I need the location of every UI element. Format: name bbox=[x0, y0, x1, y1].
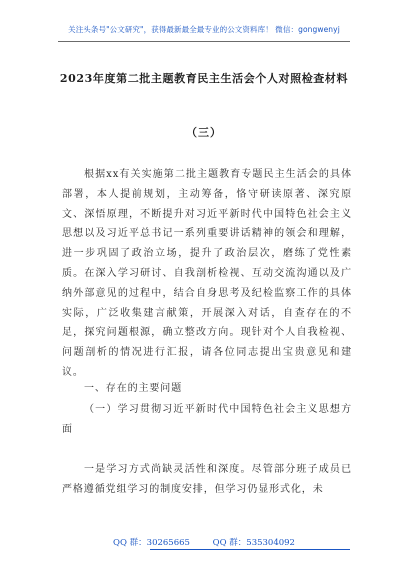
header-divider bbox=[58, 41, 350, 42]
document-title: 2023年度第二批主题教育民主生活会个人对照检查材料 bbox=[59, 72, 349, 85]
document-subtitle: （三） bbox=[186, 126, 222, 139]
footer-qq-group-2: QQ 群：535304092 bbox=[212, 538, 295, 548]
body-paragraph-point-1: 一是学习方式尚缺灵活性和深度。尽管部分班子成员已严格遵循党组学习的制度安排，但学习仍显形式化，未 bbox=[62, 464, 352, 495]
footer-underline bbox=[150, 549, 350, 550]
body-paragraph-intro: 根据xx有关实施第二批主题教育专题民主生活会的具体部署，本人提前规划，主动筹备，恪守研读原著、深究原文、深悟原理，不断提升对习近平新时代中国特色社会主义思想以及习近平总书记一系列重要讲话精神的领会和理解，进一步巩固了政治立场，提升了政治层次，磨练了党性素质。在深入学习研讨、自我剖析检视、互动交流沟通以及广纳外部意见的过程中，结合自身思考及纪检监察工作的具体实际，广泛收集建言献策，开展深入对话，自查存在的不足，探究问题根源，确立整改方向。现针对个人自我检视、问题剖析的情况进行汇报，请各位同志提出宝贵意见和建议。 bbox=[62, 169, 352, 378]
header-banner: 关注头条号"公文研究"，获得最新最全最专业的公文资料库！ 微信：gongwenyj bbox=[68, 25, 340, 34]
footer-contact bbox=[0, 536, 408, 548]
subsection-heading: （一）学习贯彻习近平新时代中国特色社会主义思想方面 bbox=[62, 404, 352, 435]
section-heading: 一、存在的主要问题 bbox=[84, 383, 183, 394]
footer-qq-group-1: QQ 群：30265665 bbox=[113, 538, 190, 548]
